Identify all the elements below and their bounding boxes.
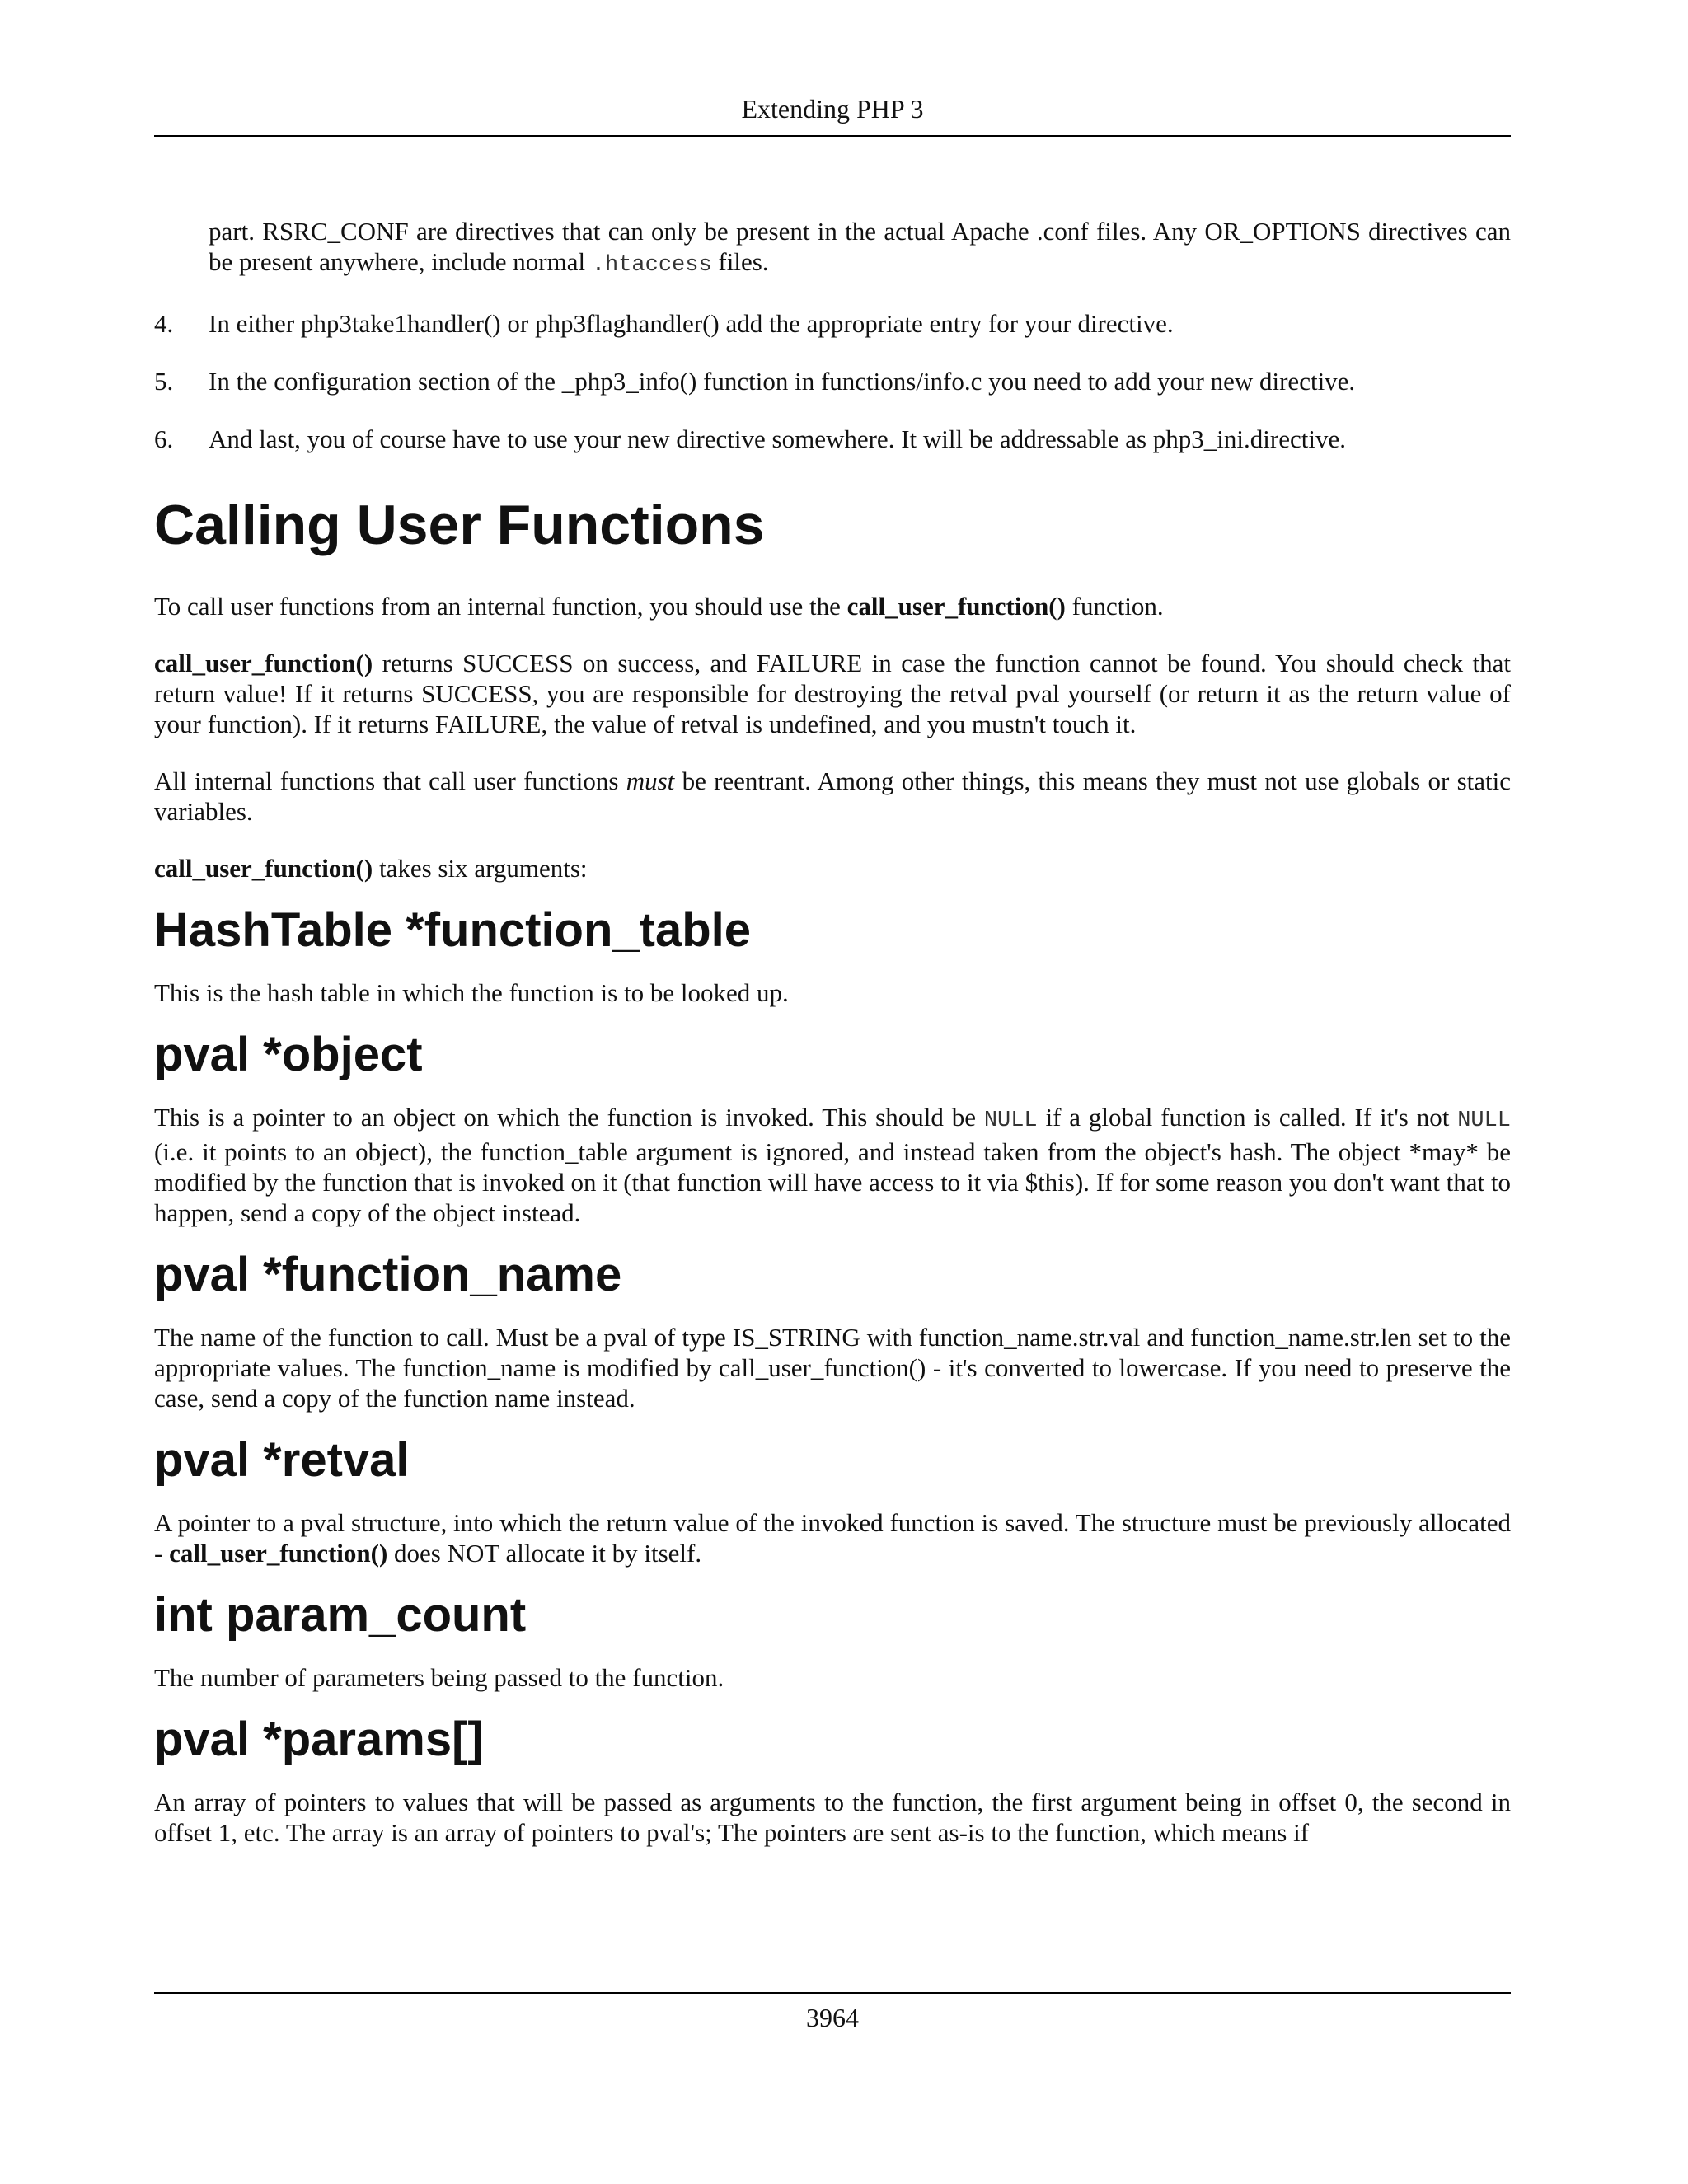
paragraph: This is a pointer to an object on which the function is invoked. This should be NULL if a global function is called. If it's not NULL (i.e. it points to an object), the function_table argument is ignored, and instead taken from the object's hash. The object *may* be modified by the function that is invoked on it (that function will have access to it via $this). If for some reason you don't want that to happen, send a copy of the object instead. [154,1103,1511,1227]
paragraph: A pointer to a pval structure, into which the return value of the invoked function is saved. The structure must be previously allocated - call_user_function() does NOT allocate it by itself. [154,1508,1511,1568]
list-item [154,366,1511,396]
paragraph: An array of pointers to values that will be passed as arguments to the function, the first argument being in offset 0, the second in offset 1, etc. The array is an array of pointers to pval's; The pointers are sent as-is to the function, which means if [154,1788,1511,1847]
function-name-bold: call_user_function() [169,1539,388,1568]
footer-rule [154,1992,1511,1994]
inline-code: NULL [1457,1108,1511,1133]
inline-code: NULL [983,1108,1038,1133]
list-item-number: 5. [154,367,174,396]
list-item-text: And last, you of course have to use your new directive somewhere. It will be addressable as php3_ini.directive. [209,424,1346,453]
list-item [154,424,1511,454]
page-number: 3964 [806,2003,859,2032]
subsection-heading-function-table: HashTable *function_table [154,903,752,957]
paragraph: This is the hash table in which the function is to be looked up. [154,978,789,1007]
subsection-heading-retval: pval *retval [154,1433,410,1487]
list-item-number: 6. [154,424,174,453]
subsection-heading-params: pval *params[] [154,1713,484,1766]
paragraph: The name of the function to call. Must be a pval of type IS_STRING with function_name.str.val and function_name.str.len set to the appropriate values. The function_name is modified by call_user_function() - it's converted to lowercase. If you need to preserve the case, send a copy of the function name instead. [154,1323,1511,1413]
paragraph: All internal functions that call user functions must be reentrant. Among other things, this means they must not use globals or static variables. [154,766,1511,826]
paragraph: call_user_function() returns SUCCESS on success, and FAILURE in case the function cannot be found. You should check that return value! If it returns SUCCESS, you are responsible for destroying the retval pval yourself (or return it as the return value of your function). If it returns FAILURE, the value of retval is undefined, and you mustn't touch it. [154,649,1511,738]
subsection-heading-function-name: pval *function_name [154,1248,622,1301]
subsection-heading-param-count: int param_count [154,1588,527,1642]
function-name-bold: call_user_function() [154,649,373,677]
function-name-bold: call_user_function() [846,592,1066,621]
list-item-text: In either php3take1handler() or php3flaghandler() add the appropriate entry for your directive. [209,309,1174,338]
list-item-continuation: part. RSRC_CONF are directives that can only be present in the actual Apache .conf files. Any OR_OPTIONS directives can be present anywhere, include normal .htaccess files. [209,217,1511,278]
list-item-text: In the configuration section of the _php3_info() function in functions/info.c you need to add your new directive. [209,367,1356,396]
paragraph: To call user functions from an internal function, you should use the call_user_function() function. [154,592,1164,621]
emphasis: must [626,766,675,795]
page-content [154,216,1511,1848]
paragraph: call_user_function() takes six arguments: [154,854,588,883]
inline-code: .htaccess [591,253,712,278]
subsection-heading-object: pval *object [154,1028,423,1081]
header-rule [154,135,1511,137]
section-heading: Calling User Functions [154,494,765,556]
paragraph: The number of parameters being passed to the function. [154,1663,724,1692]
running-header: Extending PHP 3 [741,94,924,124]
function-name-bold: call_user_function() [154,854,373,883]
list-item [154,308,1511,339]
list-item-number: 4. [154,309,174,338]
